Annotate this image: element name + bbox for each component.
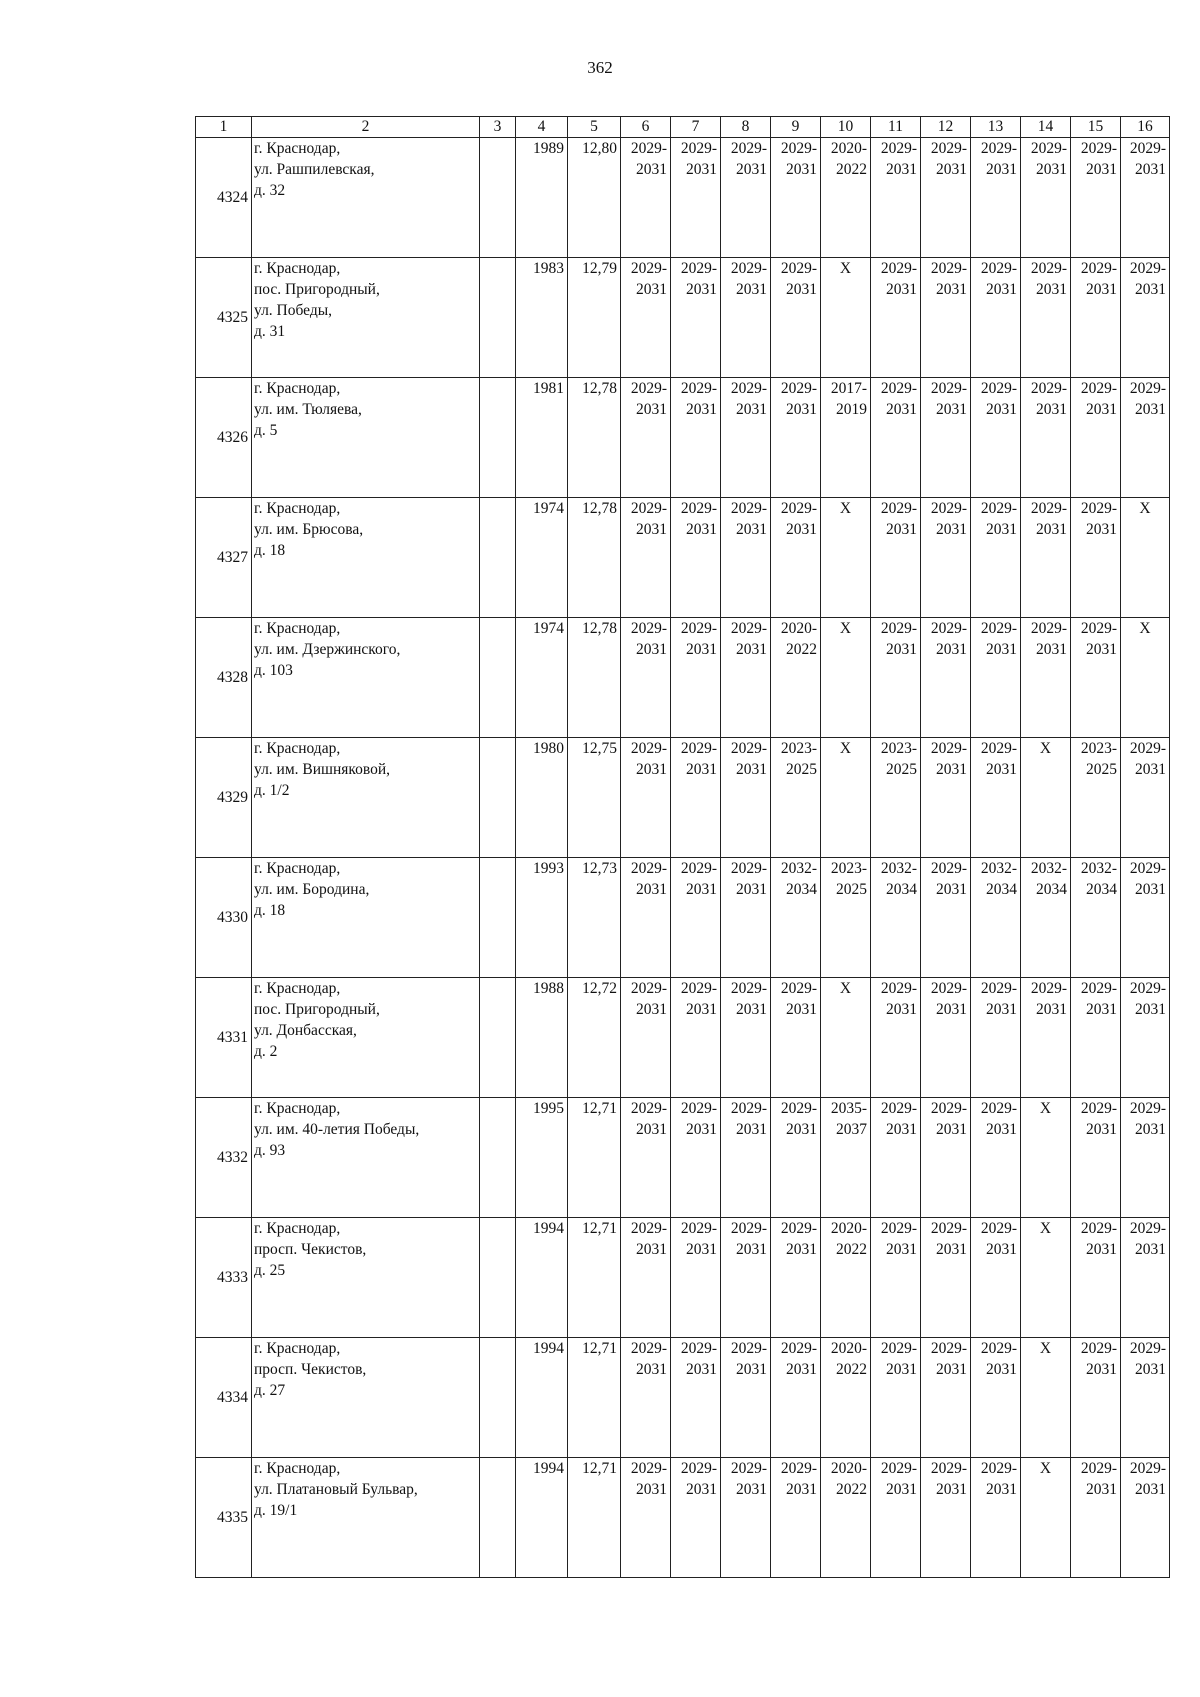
address-line: г. Краснодар, (254, 620, 341, 637)
period-cell-col-15: 2029- 2031 (1071, 618, 1121, 738)
period-cell-col-16: 2029- 2031 (1121, 858, 1170, 978)
period-cell-col-16: X (1121, 618, 1170, 738)
address-line: г. Краснодар, (254, 140, 341, 157)
period-cell-col-6: 2029- 2031 (621, 498, 671, 618)
address-line: д. 31 (254, 323, 286, 340)
period-cell-col-7: 2029- 2031 (671, 378, 721, 498)
address-line: г. Краснодар, (254, 1220, 341, 1237)
period-cell-col-14: X (1021, 738, 1071, 858)
period-cell-col-11: 2023- 2025 (871, 738, 921, 858)
column-header-7: 7 (671, 117, 721, 138)
area-cell: 12,78 (568, 498, 621, 618)
period-cell-col-7: 2029- 2031 (671, 738, 721, 858)
period-cell-col-6: 2029- 2031 (621, 1458, 671, 1578)
row-number-cell: 4331 (196, 978, 252, 1098)
period-cell-col-13: 2029- 2031 (971, 138, 1021, 258)
address-line: ул. им. Дзержинского, (254, 641, 401, 658)
address-line: д. 2 (254, 1043, 278, 1060)
period-cell-col-15: 2029- 2031 (1071, 978, 1121, 1098)
period-cell-col-13: 2029- 2031 (971, 618, 1021, 738)
column-header-10: 10 (821, 117, 871, 138)
period-cell-col-15: 2029- 2031 (1071, 1218, 1121, 1338)
area-cell: 12,71 (568, 1098, 621, 1218)
column-header-16: 16 (1121, 117, 1170, 138)
period-cell-col-7: 2029- 2031 (671, 1458, 721, 1578)
period-cell-col-6: 2029- 2031 (621, 858, 671, 978)
table-row (196, 978, 1170, 1098)
period-cell-col-15: 2029- 2031 (1071, 258, 1121, 378)
address-line: г. Краснодар, (254, 380, 341, 397)
address-line: г. Краснодар, (254, 980, 341, 997)
period-cell-col-11: 2029- 2031 (871, 618, 921, 738)
period-cell-col-6: 2029- 2031 (621, 978, 671, 1098)
table-row (196, 378, 1170, 498)
column-header-2: 2 (252, 117, 480, 138)
period-cell-col-13: 2029- 2031 (971, 1098, 1021, 1218)
period-cell-col-14: 2032- 2034 (1021, 858, 1071, 978)
period-cell-col-7: 2029- 2031 (671, 978, 721, 1098)
period-cell-col-10: X (821, 618, 871, 738)
period-cell-col-13: 2029- 2031 (971, 498, 1021, 618)
area-cell: 12,78 (568, 618, 621, 738)
period-cell-col-11: 2029- 2031 (871, 138, 921, 258)
column-3-cell (480, 378, 516, 498)
period-cell-col-6: 2029- 2031 (621, 1218, 671, 1338)
period-cell-col-11: 2029- 2031 (871, 498, 921, 618)
period-cell-col-10: X (821, 258, 871, 378)
table-row (196, 1338, 1170, 1458)
period-cell-col-12: 2029- 2031 (921, 138, 971, 258)
table-body (196, 117, 1170, 1578)
period-cell-col-8: 2029- 2031 (721, 978, 771, 1098)
column-header-1: 1 (196, 117, 252, 138)
period-cell-col-14: 2029- 2031 (1021, 618, 1071, 738)
period-cell-col-11: 2029- 2031 (871, 258, 921, 378)
area-cell: 12,71 (568, 1338, 621, 1458)
period-cell-col-7: 2029- 2031 (671, 858, 721, 978)
period-cell-col-15: 2029- 2031 (1071, 1098, 1121, 1218)
period-cell-col-16: 2029- 2031 (1121, 1458, 1170, 1578)
year-cell: 1983 (516, 258, 568, 378)
period-cell-col-10: 2020- 2022 (821, 1218, 871, 1338)
area-cell: 12,71 (568, 1218, 621, 1338)
period-cell-col-16: 2029- 2031 (1121, 978, 1170, 1098)
address-line: д. 32 (254, 182, 286, 199)
period-cell-col-15: 2029- 2031 (1071, 378, 1121, 498)
period-cell-col-8: 2029- 2031 (721, 618, 771, 738)
year-cell: 1974 (516, 618, 568, 738)
column-3-cell (480, 858, 516, 978)
address-cell (252, 498, 480, 618)
column-3-cell (480, 138, 516, 258)
address-line: д. 103 (254, 662, 293, 679)
period-cell-col-16: 2029- 2031 (1121, 1098, 1170, 1218)
period-cell-col-8: 2029- 2031 (721, 258, 771, 378)
address-line: д. 1/2 (254, 782, 290, 799)
address-cell (252, 738, 480, 858)
period-cell-col-14: 2029- 2031 (1021, 138, 1071, 258)
row-number-cell: 4335 (196, 1458, 252, 1578)
table-row (196, 1218, 1170, 1338)
period-cell-col-6: 2029- 2031 (621, 618, 671, 738)
period-cell-col-7: 2029- 2031 (671, 258, 721, 378)
table-row (196, 1098, 1170, 1218)
area-cell: 12,79 (568, 258, 621, 378)
address-line: г. Краснодар, (254, 860, 341, 877)
table-row (196, 1458, 1170, 1578)
address-line: ул. им. Вишняковой, (254, 761, 391, 778)
period-cell-col-7: 2029- 2031 (671, 618, 721, 738)
period-cell-col-8: 2029- 2031 (721, 858, 771, 978)
period-cell-col-14: X (1021, 1218, 1071, 1338)
period-cell-col-12: 2029- 2031 (921, 378, 971, 498)
period-cell-col-16: X (1121, 498, 1170, 618)
address-line: г. Краснодар, (254, 1460, 341, 1477)
area-cell: 12,72 (568, 978, 621, 1098)
period-cell-col-13: 2029- 2031 (971, 258, 1021, 378)
period-cell-col-15: 2029- 2031 (1071, 1458, 1121, 1578)
address-cell (252, 138, 480, 258)
row-number-cell: 4326 (196, 378, 252, 498)
address-line: д. 25 (254, 1262, 286, 1279)
period-cell-col-12: 2029- 2031 (921, 1458, 971, 1578)
address-line: просп. Чекистов, (254, 1241, 367, 1258)
table-row (196, 498, 1170, 618)
column-header-12: 12 (921, 117, 971, 138)
column-3-cell (480, 738, 516, 858)
period-cell-col-8: 2029- 2031 (721, 1458, 771, 1578)
period-cell-col-12: 2029- 2031 (921, 498, 971, 618)
column-3-cell (480, 1458, 516, 1578)
column-3-cell (480, 618, 516, 738)
address-cell (252, 618, 480, 738)
row-number-cell: 4324 (196, 138, 252, 258)
address-line: пос. Пригородный, (254, 1001, 380, 1018)
address-line: д. 27 (254, 1382, 286, 1399)
year-cell: 1994 (516, 1338, 568, 1458)
period-cell-col-11: 2032- 2034 (871, 858, 921, 978)
period-cell-col-6: 2029- 2031 (621, 258, 671, 378)
address-line: г. Краснодар, (254, 260, 341, 277)
column-3-cell (480, 258, 516, 378)
column-header-13: 13 (971, 117, 1021, 138)
column-number-header-row (196, 117, 1170, 138)
period-cell-col-13: 2029- 2031 (971, 978, 1021, 1098)
address-cell (252, 1338, 480, 1458)
period-cell-col-8: 2029- 2031 (721, 738, 771, 858)
column-header-8: 8 (721, 117, 771, 138)
address-line: ул. им. 40-летия Победы, (254, 1121, 420, 1138)
period-cell-col-16: 2029- 2031 (1121, 1218, 1170, 1338)
period-cell-col-9: 2029- 2031 (771, 1098, 821, 1218)
period-cell-col-10: X (821, 738, 871, 858)
period-cell-col-9: 2032- 2034 (771, 858, 821, 978)
period-cell-col-6: 2029- 2031 (621, 738, 671, 858)
period-cell-col-8: 2029- 2031 (721, 1218, 771, 1338)
address-line: д. 93 (254, 1142, 286, 1159)
column-header-3: 3 (480, 117, 516, 138)
period-cell-col-7: 2029- 2031 (671, 498, 721, 618)
area-cell: 12,73 (568, 858, 621, 978)
period-cell-col-12: 2029- 2031 (921, 738, 971, 858)
year-cell: 1980 (516, 738, 568, 858)
period-cell-col-12: 2029- 2031 (921, 1218, 971, 1338)
period-cell-col-12: 2029- 2031 (921, 978, 971, 1098)
period-cell-col-6: 2029- 2031 (621, 138, 671, 258)
address-line: ул. им. Брюсова, (254, 521, 364, 538)
period-cell-col-12: 2029- 2031 (921, 858, 971, 978)
year-cell: 1994 (516, 1218, 568, 1338)
row-number-cell: 4332 (196, 1098, 252, 1218)
address-line: д. 5 (254, 422, 278, 439)
period-cell-col-10: 2035- 2037 (821, 1098, 871, 1218)
period-cell-col-16: 2029- 2031 (1121, 258, 1170, 378)
period-cell-col-8: 2029- 2031 (721, 378, 771, 498)
period-cell-col-13: 2029- 2031 (971, 378, 1021, 498)
column-header-6: 6 (621, 117, 671, 138)
period-cell-col-14: X (1021, 1098, 1071, 1218)
address-cell (252, 378, 480, 498)
period-cell-col-16: 2029- 2031 (1121, 738, 1170, 858)
period-cell-col-7: 2029- 2031 (671, 1098, 721, 1218)
period-cell-col-9: 2020- 2022 (771, 618, 821, 738)
period-cell-col-13: 2029- 2031 (971, 738, 1021, 858)
period-cell-col-6: 2029- 2031 (621, 1098, 671, 1218)
period-cell-col-15: 2023- 2025 (1071, 738, 1121, 858)
period-cell-col-13: 2032- 2034 (971, 858, 1021, 978)
period-cell-col-9: 2029- 2031 (771, 1458, 821, 1578)
column-header-4: 4 (516, 117, 568, 138)
row-number-cell: 4325 (196, 258, 252, 378)
row-number-cell: 4330 (196, 858, 252, 978)
period-cell-col-13: 2029- 2031 (971, 1218, 1021, 1338)
period-cell-col-9: 2029- 2031 (771, 1338, 821, 1458)
address-cell (252, 978, 480, 1098)
row-number-cell: 4333 (196, 1218, 252, 1338)
period-cell-col-13: 2029- 2031 (971, 1458, 1021, 1578)
year-cell: 1989 (516, 138, 568, 258)
period-cell-col-12: 2029- 2031 (921, 618, 971, 738)
period-cell-col-11: 2029- 2031 (871, 378, 921, 498)
period-cell-col-10: 2020- 2022 (821, 1458, 871, 1578)
column-header-5: 5 (568, 117, 621, 138)
area-cell: 12,80 (568, 138, 621, 258)
year-cell: 1988 (516, 978, 568, 1098)
address-line: ул. Победы, (254, 302, 333, 319)
address-line: г. Краснодар, (254, 1340, 341, 1357)
period-cell-col-9: 2023- 2025 (771, 738, 821, 858)
period-cell-col-14: 2029- 2031 (1021, 258, 1071, 378)
period-cell-col-11: 2029- 2031 (871, 978, 921, 1098)
period-cell-col-6: 2029- 2031 (621, 1338, 671, 1458)
period-cell-col-14: X (1021, 1458, 1071, 1578)
period-cell-col-10: X (821, 978, 871, 1098)
period-cell-col-9: 2029- 2031 (771, 978, 821, 1098)
column-3-cell (480, 1218, 516, 1338)
table-row (196, 738, 1170, 858)
period-cell-col-9: 2029- 2031 (771, 138, 821, 258)
address-cell (252, 1218, 480, 1338)
period-cell-col-10: 2023- 2025 (821, 858, 871, 978)
period-cell-col-6: 2029- 2031 (621, 378, 671, 498)
column-3-cell (480, 978, 516, 1098)
period-cell-col-15: 2029- 2031 (1071, 138, 1121, 258)
year-cell: 1994 (516, 1458, 568, 1578)
table-row (196, 858, 1170, 978)
address-line: ул. Платановый Бульвар, (254, 1481, 418, 1498)
table-row (196, 618, 1170, 738)
address-cell (252, 258, 480, 378)
period-cell-col-16: 2029- 2031 (1121, 378, 1170, 498)
address-cell (252, 1458, 480, 1578)
column-3-cell (480, 1338, 516, 1458)
column-header-9: 9 (771, 117, 821, 138)
address-line: д. 18 (254, 902, 286, 919)
period-cell-col-14: 2029- 2031 (1021, 978, 1071, 1098)
year-cell: 1981 (516, 378, 568, 498)
period-cell-col-12: 2029- 2031 (921, 1338, 971, 1458)
repair-schedule-table (195, 116, 1170, 1578)
column-header-14: 14 (1021, 117, 1071, 138)
period-cell-col-8: 2029- 2031 (721, 1098, 771, 1218)
address-line: пос. Пригородный, (254, 281, 380, 298)
period-cell-col-11: 2029- 2031 (871, 1458, 921, 1578)
address-line: г. Краснодар, (254, 500, 341, 517)
address-line: ул. Донбасская, (254, 1022, 357, 1039)
period-cell-col-7: 2029- 2031 (671, 138, 721, 258)
period-cell-col-16: 2029- 2031 (1121, 1338, 1170, 1458)
address-line: просп. Чекистов, (254, 1361, 367, 1378)
area-cell: 12,75 (568, 738, 621, 858)
period-cell-col-8: 2029- 2031 (721, 1338, 771, 1458)
address-line: ул. им. Бородина, (254, 881, 370, 898)
period-cell-col-7: 2029- 2031 (671, 1218, 721, 1338)
period-cell-col-11: 2029- 2031 (871, 1218, 921, 1338)
address-line: г. Краснодар, (254, 1100, 341, 1117)
address-line: г. Краснодар, (254, 740, 341, 757)
year-cell: 1993 (516, 858, 568, 978)
period-cell-col-9: 2029- 2031 (771, 378, 821, 498)
period-cell-col-15: 2029- 2031 (1071, 498, 1121, 618)
page-number: 362 (587, 58, 613, 77)
period-cell-col-12: 2029- 2031 (921, 258, 971, 378)
period-cell-col-15: 2032- 2034 (1071, 858, 1121, 978)
period-cell-col-10: 2020- 2022 (821, 1338, 871, 1458)
column-header-15: 15 (1071, 117, 1121, 138)
period-cell-col-11: 2029- 2031 (871, 1338, 921, 1458)
period-cell-col-12: 2029- 2031 (921, 1098, 971, 1218)
area-cell: 12,78 (568, 378, 621, 498)
period-cell-col-8: 2029- 2031 (721, 138, 771, 258)
column-3-cell (480, 498, 516, 618)
column-3-cell (480, 1098, 516, 1218)
row-number-cell: 4329 (196, 738, 252, 858)
row-number-cell: 4328 (196, 618, 252, 738)
period-cell-col-9: 2029- 2031 (771, 258, 821, 378)
period-cell-col-14: 2029- 2031 (1021, 378, 1071, 498)
year-cell: 1995 (516, 1098, 568, 1218)
period-cell-col-8: 2029- 2031 (721, 498, 771, 618)
area-cell: 12,71 (568, 1458, 621, 1578)
period-cell-col-9: 2029- 2031 (771, 1218, 821, 1338)
period-cell-col-14: 2029- 2031 (1021, 498, 1071, 618)
period-cell-col-14: X (1021, 1338, 1071, 1458)
period-cell-col-13: 2029- 2031 (971, 1338, 1021, 1458)
column-header-11: 11 (871, 117, 921, 138)
address-line: д. 18 (254, 542, 286, 559)
year-cell: 1974 (516, 498, 568, 618)
row-number-cell: 4334 (196, 1338, 252, 1458)
period-cell-col-11: 2029- 2031 (871, 1098, 921, 1218)
address-line: д. 19/1 (254, 1502, 298, 1519)
period-cell-col-10: 2017- 2019 (821, 378, 871, 498)
table-row (196, 258, 1170, 378)
period-cell-col-7: 2029- 2031 (671, 1338, 721, 1458)
address-cell (252, 858, 480, 978)
period-cell-col-10: X (821, 498, 871, 618)
period-cell-col-9: 2029- 2031 (771, 498, 821, 618)
row-number-cell: 4327 (196, 498, 252, 618)
period-cell-col-10: 2020- 2022 (821, 138, 871, 258)
address-line: ул. Рашпилевская, (254, 161, 375, 178)
period-cell-col-16: 2029- 2031 (1121, 138, 1170, 258)
address-cell (252, 1098, 480, 1218)
table-row (196, 138, 1170, 258)
period-cell-col-15: 2029- 2031 (1071, 1338, 1121, 1458)
address-line: ул. им. Тюляева, (254, 401, 362, 418)
